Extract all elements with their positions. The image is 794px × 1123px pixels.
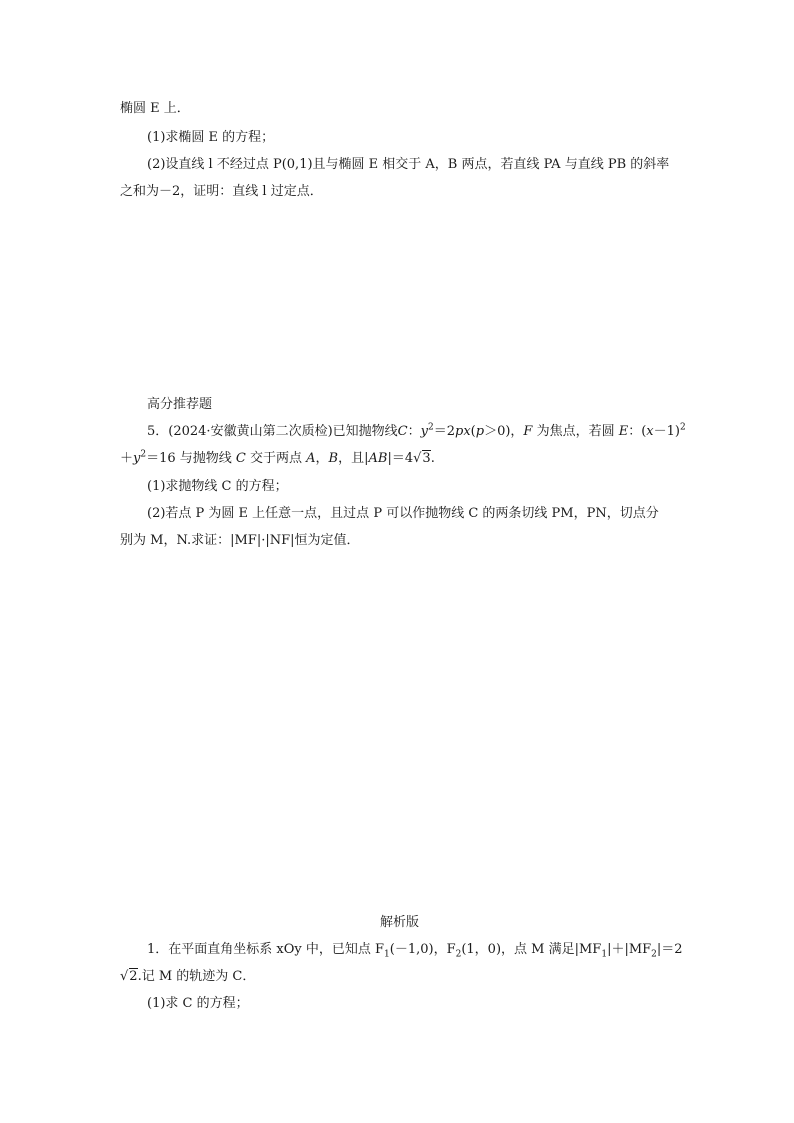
problem5-eq-y: y [420,424,428,439]
problem5-part2-line1: (2)若点 P 为圆 E 上任意一点，且过点 P 可以作抛物线 C 的两条切线 PM，PN，切点分 [147,506,659,521]
problem5-circle-colon: ：( [628,424,647,439]
problem5-period: . [430,451,435,466]
problem5-line2-c: 交于两点 [245,451,307,466]
problem5-line2-d: ，且| [338,451,369,466]
section-heading-high-score: 高分推荐题 [147,397,213,412]
problem5-stem-a: 已知抛物线 [332,424,398,439]
problem5-eq-sup2: 2 [428,422,434,433]
problem5-eq-rhs: ＝2 [433,424,456,439]
analysis-p1-line2 [120,969,255,985]
problem5-minus-one: －1) [653,424,680,439]
analysis-p1-mid1: (－1,0)，F [389,942,456,957]
analysis-p1-sub3: 1 [601,949,608,960]
analysis-p1-sub4: 2 [651,949,657,960]
analysis-p1-sub1: 1 [384,949,390,960]
problem5-sqrt3: 3 [422,451,431,466]
problem5-stem-line2 [120,451,435,467]
problem4-part2-line2: 之和为－2，证明：直线 l 过定点． [120,184,323,199]
problem5-colon: ： [407,424,421,439]
problem4-part2-line1: (2)设直线 l 不经过点 P(0,1)且与椭圆 E 相交于 A，B 两点，若直线 PA 与直线 PB 的斜率 [147,157,670,172]
problem5-ab: AB [368,451,388,466]
problem5-pcond-close: ＞0)， [484,424,524,439]
problem5-pcond-open: ( [470,424,476,439]
problem5-curve-c: C [397,424,408,439]
problem5-sup-2c: 2 [140,449,147,460]
problem5-focus-text: 为焦点，若圆 [532,424,619,439]
problem5-line2-e: |＝4 [387,451,414,466]
analysis-p1-end: |＝2 [656,942,683,957]
problem5-stem-line1 [147,424,686,440]
analysis-p1-line1 [147,942,683,958]
sqrt-symbol: √ [413,451,422,466]
problem5-a-var: A [306,451,316,466]
problem5-line2-a: ＋ [120,451,134,466]
problem5-y2: y [133,451,141,466]
problem5-source: (2024·安徽黄山第二次质检) [168,424,333,439]
analysis-p1-line2-rest: .记 M 的轨迹为 C． [137,969,256,984]
problem5-c2: C [235,451,246,466]
problem5-x-var: x [646,424,654,439]
problem5-px: px [455,424,471,439]
analysis-p1-line1-text: 1．在平面直角坐标系 xOy 中，已知点 F [147,942,385,957]
problem5-part1: (1)求抛物线 C 的方程； [147,479,288,494]
analysis-p1-mid3: |＋|MF [607,942,652,957]
sqrt-symbol: √ [120,969,129,984]
analysis-p1-part1: (1)求 C 的方程； [147,996,249,1011]
problem5-sup-2b: 2 [679,422,686,433]
problem5-comma: ， [315,451,329,466]
problem5-f-var: F [523,424,533,439]
analysis-p1-sub2: 2 [455,949,462,960]
problem5-line2-b: ＝16 与抛物线 [146,451,236,466]
analysis-heading: 解析版 [380,915,420,930]
problem5-number: 5． [147,424,169,439]
problem5-part2-line2: 别为 M，N.求证：|MF|·|NF|恒为定值． [120,533,360,548]
analysis-p1-sqrt2: 2 [129,969,138,984]
analysis-p1-mid2: (1，0)，点 M 满足|MF [461,942,602,957]
problem5-p-var: p [475,424,485,439]
problem4-part1: (1)求椭圆 E 的方程； [147,130,275,145]
problem5-b-var: B [328,451,339,466]
problem4-ellipse-tail: 椭圆 E 上． [120,101,190,116]
problem5-e-var: E [618,424,629,439]
